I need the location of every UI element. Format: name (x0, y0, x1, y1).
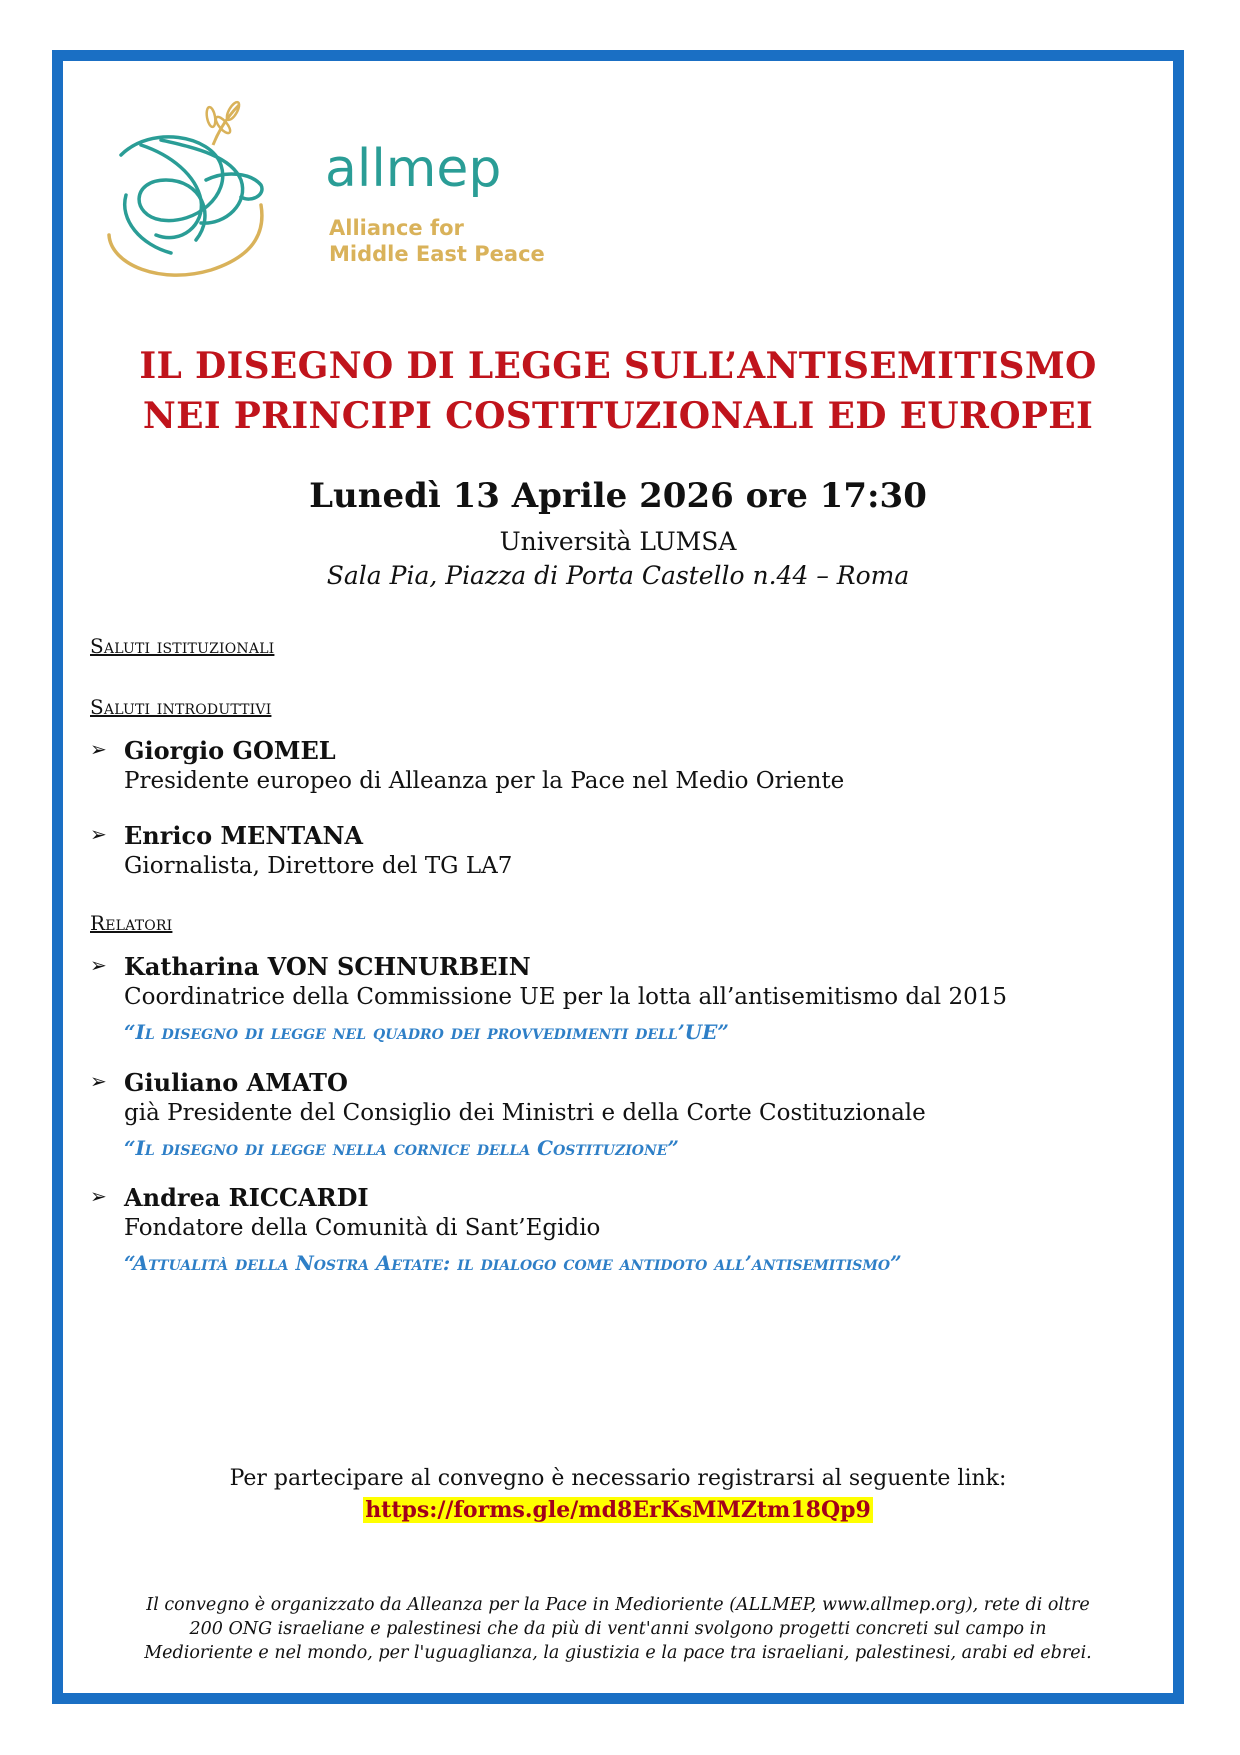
speaker-name: Giuliano AMATO (124, 1068, 348, 1097)
speaker-name: Giorgio GOMEL (124, 736, 336, 765)
footer-line-3: Medioriente e nel mondo, per l'uguaglianza, la giustizia e la pace tra israeliani, palestinesi, arabi ed ebrei. (144, 1643, 1092, 1663)
title-line-1: IL DISEGNO DI LEGGE SULL’ANTISEMITISMO (139, 345, 1097, 387)
section-institutional: Saluti istituzionali (90, 634, 275, 658)
footer-note (83, 1593, 1153, 1665)
title-line-2: NEI PRINCIPI COSTITUZIONALI ED EUROPEI (142, 395, 1094, 437)
dove-icon (101, 85, 321, 285)
event-title (63, 341, 1173, 441)
tagline-line-1: Alliance for (329, 216, 464, 240)
arrow-bullet-icon: ➢ (90, 737, 107, 761)
arrow-bullet-icon: ➢ (90, 822, 107, 846)
event-venue: Università LUMSA (499, 527, 737, 556)
footer-line-1: Il convegno è organizzato da Alleanza per la Pace in Medioriente (ALLMEP, www.allmep.org), rete di oltre (146, 1595, 1090, 1615)
arrow-bullet-icon: ➢ (90, 1184, 107, 1208)
tagline-line-2: Middle East Peace (329, 242, 545, 266)
event-date: Lunedì 13 Aprile 2026 ore 17:30 (309, 476, 927, 516)
speaker-name: Katharina VON SCHNURBEIN (124, 952, 531, 981)
registration-link-row (63, 1497, 1173, 1523)
page-border (52, 50, 1184, 1704)
registration-link[interactable]: https://forms.gle/md8ErKsMMZtm18Qp9 (365, 1497, 871, 1523)
arrow-bullet-icon: ➢ (90, 1069, 107, 1093)
footer-line-2: 200 ONG israeliane e palestinesi che da più di vent'anni svolgono progetti concreti sul campo in (189, 1619, 1047, 1639)
speaker-role: Giornalista, Direttore del TG LA7 (124, 853, 513, 879)
speaker-role: Fondatore della Comunità di Sant’Egidio (124, 1215, 601, 1241)
brand-name: allmep (325, 139, 502, 199)
brand-tagline (329, 215, 545, 267)
arrow-bullet-icon: ➢ (90, 953, 107, 977)
speaker-role: già Presidente del Consiglio dei Ministri e della Corte Costituzionale (124, 1100, 926, 1126)
section-speakers: Relatori (90, 911, 173, 935)
event-address: Sala Pia, Piazza di Porta Castello n.44 – Roma (326, 561, 910, 590)
registration-text: Per partecipare al convegno è necessario registrarsi al seguente link: (229, 1466, 1007, 1491)
section-introductory: Saluti introduttivi (90, 695, 272, 719)
speaker-name: Enrico MENTANA (124, 821, 364, 850)
speaker-role: Presidente europeo di Alleanza per la Pace nel Medio Oriente (124, 768, 845, 794)
speaker-topic: “Attualità della Nostra Aetate: il dialogo come antidoto all’antisemitismo” (124, 1251, 902, 1275)
speaker-name: Andrea RICCARDI (124, 1183, 369, 1212)
speaker-topic: “Il disegno di legge nella cornice della Costituzione” (124, 1136, 679, 1160)
speaker-role: Coordinatrice della Commissione UE per la lotta all’antisemitismo dal 2015 (124, 984, 1007, 1010)
allmep-logo (101, 85, 561, 285)
speaker-topic: “Il disegno di legge nel quadro dei provvedimenti dell’UE” (124, 1020, 729, 1044)
